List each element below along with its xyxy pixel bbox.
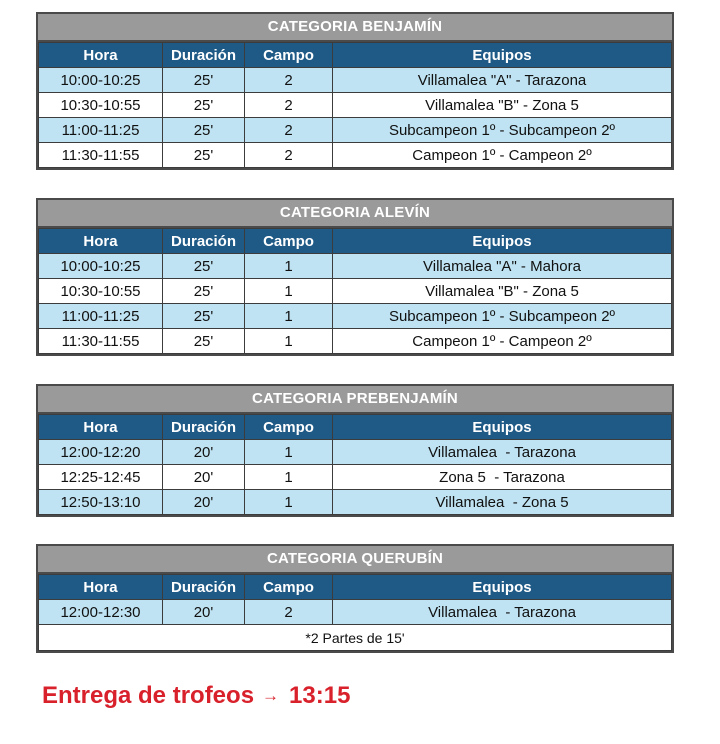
cell-equipos: Subcampeon 1º - Subcampeon 2º	[333, 304, 672, 329]
header-row	[39, 575, 672, 600]
cell-campo: 1	[245, 304, 333, 329]
cell-hora: 11:30-11:55	[39, 143, 163, 168]
table-row	[39, 143, 672, 168]
cell-equipos: Villamalea "B" - Zona 5	[333, 93, 672, 118]
col-hora: Hora	[39, 415, 163, 440]
cell-hora: 12:50-13:10	[39, 490, 163, 515]
cell-hora: 11:00-11:25	[39, 304, 163, 329]
trophy-ceremony	[42, 682, 350, 710]
table-row	[39, 600, 672, 625]
schedule-table	[38, 414, 672, 515]
cell-hora: 11:30-11:55	[39, 329, 163, 354]
cell-hora: 10:30-10:55	[39, 93, 163, 118]
cell-hora: 10:30-10:55	[39, 279, 163, 304]
col-campo: Campo	[245, 229, 333, 254]
note-text: *2 Partes de 15'	[39, 625, 672, 651]
cell-campo: 1	[245, 329, 333, 354]
cell-hora: 12:00-12:30	[39, 600, 163, 625]
cell-duracion: 25'	[163, 279, 245, 304]
col-equipos: Equipos	[333, 415, 672, 440]
table-row	[39, 490, 672, 515]
col-equipos: Equipos	[333, 43, 672, 68]
header-row	[39, 415, 672, 440]
col-equipos: Equipos	[333, 229, 672, 254]
table-row	[39, 279, 672, 304]
cell-campo: 1	[245, 279, 333, 304]
cell-campo: 2	[245, 143, 333, 168]
header-row	[39, 43, 672, 68]
col-duracion: Duración	[163, 43, 245, 68]
category-benjamin	[36, 12, 674, 170]
col-duracion: Duración	[163, 229, 245, 254]
table-row	[39, 304, 672, 329]
cell-hora: 11:00-11:25	[39, 118, 163, 143]
trophy-label: Entrega de trofeos	[42, 682, 255, 709]
category-title: CATEGORIA PREBENJAMÍN	[38, 386, 672, 414]
cell-duracion: 20'	[163, 465, 245, 490]
table-row	[39, 93, 672, 118]
cell-campo: 1	[245, 254, 333, 279]
cell-hora: 10:00-10:25	[39, 68, 163, 93]
cell-campo: 1	[245, 490, 333, 515]
table-row	[39, 329, 672, 354]
category-prebenjamin	[36, 384, 674, 517]
col-campo: Campo	[245, 415, 333, 440]
cell-duracion: 20'	[163, 600, 245, 625]
col-equipos: Equipos	[333, 575, 672, 600]
cell-equipos: Villamalea - Tarazona	[333, 600, 672, 625]
cell-campo: 1	[245, 465, 333, 490]
cell-campo: 1	[245, 440, 333, 465]
category-alevin	[36, 198, 674, 356]
col-campo: Campo	[245, 575, 333, 600]
col-hora: Hora	[39, 575, 163, 600]
cell-equipos: Villamalea "B" - Zona 5	[333, 279, 672, 304]
schedule-table	[38, 42, 672, 168]
category-title: CATEGORIA QUERUBÍN	[38, 546, 672, 574]
note-row	[39, 625, 672, 651]
table-row	[39, 68, 672, 93]
schedule-table	[38, 228, 672, 354]
cell-duracion: 25'	[163, 93, 245, 118]
cell-equipos: Campeon 1º - Campeon 2º	[333, 329, 672, 354]
cell-duracion: 25'	[163, 254, 245, 279]
cell-equipos: Villamalea - Tarazona	[333, 440, 672, 465]
col-hora: Hora	[39, 229, 163, 254]
category-title: CATEGORIA ALEVÍN	[38, 200, 672, 228]
cell-equipos: Villamalea - Zona 5	[333, 490, 672, 515]
cell-hora: 12:25-12:45	[39, 465, 163, 490]
table-row	[39, 118, 672, 143]
cell-duracion: 20'	[163, 440, 245, 465]
cell-duracion: 25'	[163, 118, 245, 143]
cell-equipos: Campeon 1º - Campeon 2º	[333, 143, 672, 168]
col-hora: Hora	[39, 43, 163, 68]
arrow-right-icon: →	[262, 686, 280, 705]
header-row	[39, 229, 672, 254]
cell-equipos: Subcampeon 1º - Subcampeon 2º	[333, 118, 672, 143]
col-campo: Campo	[245, 43, 333, 68]
table-row	[39, 254, 672, 279]
table-row	[39, 465, 672, 490]
table-row	[39, 440, 672, 465]
cell-duracion: 25'	[163, 68, 245, 93]
cell-campo: 2	[245, 93, 333, 118]
cell-equipos: Villamalea "A" - Mahora	[333, 254, 672, 279]
col-duracion: Duración	[163, 575, 245, 600]
category-title: CATEGORIA BENJAMÍN	[38, 14, 672, 42]
schedule-table	[38, 574, 672, 651]
cell-equipos: Villamalea "A" - Tarazona	[333, 68, 672, 93]
cell-hora: 12:00-12:20	[39, 440, 163, 465]
cell-campo: 2	[245, 600, 333, 625]
col-duracion: Duración	[163, 415, 245, 440]
cell-duracion: 20'	[163, 490, 245, 515]
trophy-time: 13:15	[289, 682, 351, 709]
cell-duracion: 25'	[163, 304, 245, 329]
cell-campo: 2	[245, 118, 333, 143]
cell-campo: 2	[245, 68, 333, 93]
category-querubin	[36, 544, 674, 653]
cell-hora: 10:00-10:25	[39, 254, 163, 279]
cell-duracion: 25'	[163, 329, 245, 354]
cell-equipos: Zona 5 - Tarazona	[333, 465, 672, 490]
cell-duracion: 25'	[163, 143, 245, 168]
